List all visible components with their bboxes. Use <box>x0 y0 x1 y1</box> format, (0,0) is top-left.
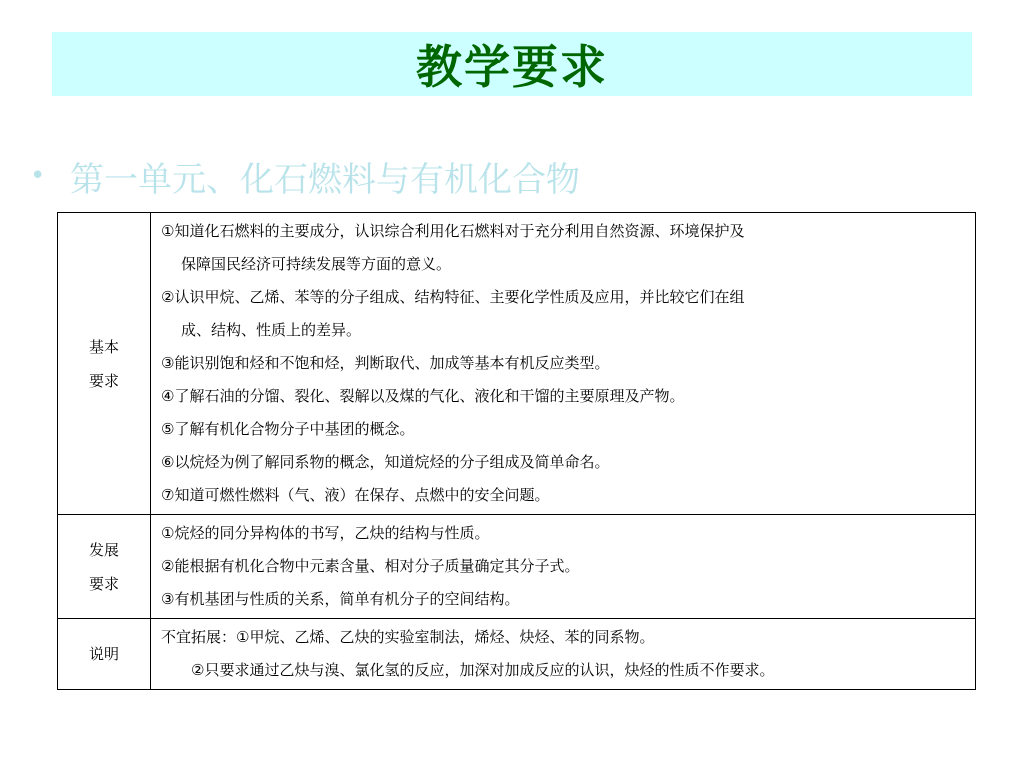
list-item: ①烷烃的同分异构体的书写，乙炔的结构与性质。 <box>161 524 490 542</box>
list-item: ⑥以烷烃为例了解同系物的概念，知道烷烃的分子组成及简单命名。 <box>161 453 610 471</box>
basic-requirements-label <box>58 213 151 515</box>
label-line: 要求 <box>88 371 119 390</box>
list-item: ②认识甲烷、乙烯、苯等的分子组成、结构特征、主要化学性质及应用，并比较它们在组 <box>161 288 745 306</box>
list-item: 保障国民经济可持续发展等方面的意义。 <box>181 255 452 273</box>
label-line: 发展 <box>88 540 119 559</box>
list-item: 不宜拓展：①甲烷、乙烯、乙炔的实验室制法，烯烃、炔烃、苯的同系物。 <box>161 628 655 646</box>
list-item: ③能识别饱和烃和不饱和烃，判断取代、加成等基本有机反应类型。 <box>161 354 610 372</box>
notes-label: 说明 <box>58 619 151 690</box>
bullet-icon: • <box>30 161 46 191</box>
list-item: ⑦知道可燃性燃料（气、液）在保存、点燃中的安全问题。 <box>161 486 550 504</box>
development-requirements-label <box>58 515 151 619</box>
list-item: ③有机基团与性质的关系，简单有机分子的空间结构。 <box>161 590 520 608</box>
list-item: ②能根据有机化合物中元素含量、相对分子质量确定其分子式。 <box>161 557 580 575</box>
section-heading <box>30 148 580 204</box>
basic-requirements-content <box>151 213 976 515</box>
basic-requirements-row <box>58 213 976 515</box>
label-line: 基本 <box>88 337 119 356</box>
list-item: ⑤了解有机化合物分子中基团的概念。 <box>161 420 415 438</box>
notes-row <box>58 619 976 690</box>
list-item: ①知道化石燃料的主要成分，认识综合利用化石燃料对于充分利用自然资源、环境保护及 <box>161 222 745 240</box>
label-line: 要求 <box>88 574 119 593</box>
list-item: 成、结构、性质上的差异。 <box>181 321 362 339</box>
development-requirements-row <box>58 515 976 619</box>
list-item: ②只要求通过乙炔与溴、氯化氢的反应，加深对加成反应的认识，炔烃的性质不作要求。 <box>191 661 775 679</box>
section-heading-text: 第一单元、化石燃料与有机化合物 <box>70 159 580 200</box>
page-title: 教学要求 <box>416 40 608 94</box>
development-requirements-content <box>151 515 976 619</box>
notes-content <box>151 619 976 690</box>
list-item: ④了解石油的分馏、裂化、裂解以及煤的气化、液化和干馏的主要原理及产物。 <box>161 387 685 405</box>
requirements-table <box>57 212 976 690</box>
title-banner <box>52 32 972 96</box>
